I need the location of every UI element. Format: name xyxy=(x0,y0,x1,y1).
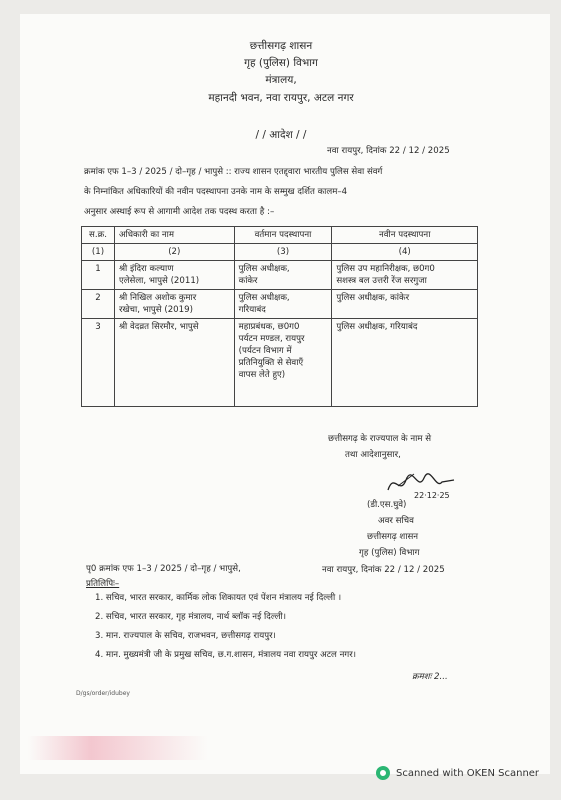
continued-note: क्रमशः 2... xyxy=(412,672,448,682)
table-row xyxy=(82,319,478,407)
order-para-line-3: अनुसार अस्थाई रूप से आगामी आदेश तक पदस्थ करता है :– xyxy=(84,207,275,217)
current-posting xyxy=(234,290,332,319)
officer-name-line: श्री निखिल अशोक कुमार xyxy=(118,293,197,303)
column-number: (4) xyxy=(332,244,478,261)
column-number: (3) xyxy=(234,244,332,261)
list-item: 3. मान. राज्यपाल के सचिव, राजभवन, छत्तीसगढ़ रायपुर। xyxy=(95,631,276,641)
officer-name xyxy=(114,319,234,407)
column-number: (2) xyxy=(114,244,234,261)
table-header-row xyxy=(82,227,478,244)
new-posting-line: पुलिस अधीक्षक, कांकेर xyxy=(336,293,410,303)
serial-number: 2 xyxy=(82,290,115,319)
scanner-logo-icon xyxy=(376,766,390,780)
signatory-name: (डी.एस.घुवे) xyxy=(367,500,407,510)
current-posting-line: प्रतिनियुक्ति से सेवाएँ xyxy=(238,358,304,368)
serial-number: 1 xyxy=(82,261,115,290)
officer-name xyxy=(114,261,234,290)
new-posting xyxy=(332,290,478,319)
current-posting-line: महाप्रबंधक, छ0ग0 xyxy=(238,322,300,332)
header-government: छत्तीसगढ़ शासन xyxy=(249,40,313,52)
column-header: स.क्र. xyxy=(82,227,115,244)
new-posting-line: पुलिस अधीक्षक, गरियाबंद xyxy=(336,322,418,332)
column-header: वर्तमान पदस्थापना xyxy=(234,227,332,244)
column-header: अधिकारी का नाम xyxy=(114,227,234,244)
signature-date: 22·12·25 xyxy=(414,491,450,500)
signatory-department: गृह (पुलिस) विभाग xyxy=(359,548,420,558)
order-title: / / आदेश / / xyxy=(255,129,307,141)
signature-icon xyxy=(384,466,474,502)
current-posting xyxy=(234,319,332,407)
new-posting xyxy=(332,261,478,290)
order-para-line-1: क्रमांक एफ 1–3 / 2025 / दो–गृह / भापुसे :: राज्य शासन एतद्द्वारा भारतीय पुलिस सेवा संवर्ग xyxy=(84,167,383,177)
officer-name-line: रखेचा, भापुसे (2019) xyxy=(118,305,193,315)
scanner-watermark-text: Scanned with OKEN Scanner xyxy=(396,767,540,779)
new-posting-line: सशस्त्र बल उत्तरी रेंज सरगुजा xyxy=(336,276,427,286)
list-item: 1. सचिव, भारत सरकार, कार्मिक लोक शिकायत एवं पेंशन मंत्रालय नई दिल्ली । xyxy=(95,593,342,603)
new-posting-line: पुलिस उप महानिरीक्षक, छ0ग0 xyxy=(336,264,435,274)
signatory-government: छत्तीसगढ़ शासन xyxy=(367,532,419,542)
governor-order-line: छत्तीसगढ़ के राज्यपाल के नाम से xyxy=(328,434,432,444)
copy-date: नवा रायपुर, दिनांक 22 / 12 / 2025 xyxy=(322,565,445,575)
copy-label: प्रतिलिपिः– xyxy=(86,579,120,589)
serial-number: 3 xyxy=(82,319,115,407)
table-column-number-row xyxy=(82,244,478,261)
header-ministry: मंत्रालय, xyxy=(265,74,297,86)
header-address: महानदी भवन, नवा रायपुर, अटल नगर xyxy=(208,92,354,104)
order-para-line-2: के निम्नांकित अधिकारियों की नवीन पदस्थापना उनके नाम के सम्मुख दर्शित कालम–4 xyxy=(84,187,348,197)
list-item: 4. मान. मुख्यमंत्री जी के प्रमुख सचिव, छ.ग.शासन, मंत्रालय नवा रायपुर अटल नगर। xyxy=(95,650,356,660)
officer-name-line: एलेसेला, भापुसे (2011) xyxy=(118,276,200,286)
order-place-date: नवा रायपुर, दिनांक 22 / 12 / 2025 xyxy=(327,146,450,156)
column-header: नवीन पदस्थापना xyxy=(332,227,478,244)
current-posting xyxy=(234,261,332,290)
posting-table xyxy=(81,226,478,407)
officer-name xyxy=(114,290,234,319)
current-posting-line: (पर्यटन विभाग में xyxy=(238,346,292,356)
current-posting-line: वापस लेते हुए) xyxy=(238,370,286,380)
header-department: गृह (पुलिस) विभाग xyxy=(244,57,318,69)
current-posting-line: कांकेर xyxy=(238,276,258,286)
governor-order-line: तथा आदेशानुसार, xyxy=(345,450,401,460)
new-posting xyxy=(332,319,478,407)
scanner-watermark xyxy=(376,766,539,780)
copy-reference: पृ0 क्रमांक एफ 1–3 / 2025 / दो–गृह / भापुसे, xyxy=(86,564,241,574)
table-row xyxy=(82,290,478,319)
signatory-designation: अवर सचिव xyxy=(378,516,414,526)
officer-name-line: श्री इंदिरा कल्याण xyxy=(118,264,174,274)
copy-list xyxy=(95,591,356,667)
current-posting-line: पुलिस अधीक्षक, xyxy=(238,264,290,274)
table-row xyxy=(82,261,478,290)
column-number: (1) xyxy=(82,244,115,261)
current-posting-line: गरियाबंद xyxy=(238,305,266,315)
scan-smudge xyxy=(28,736,208,760)
file-reference: D/gs/order/idubey xyxy=(76,690,130,697)
list-item: 2. सचिव, भारत सरकार, गृह मंत्रालय, नार्थ ब्लॉक नई दिल्ली। xyxy=(95,612,287,622)
current-posting-line: पुलिस अधीक्षक, xyxy=(238,293,290,303)
officer-name-line: श्री वेदव्रत सिरमौर, भापुसे xyxy=(118,322,199,332)
current-posting-line: पर्यटन मण्डल, रायपुर xyxy=(238,334,305,344)
